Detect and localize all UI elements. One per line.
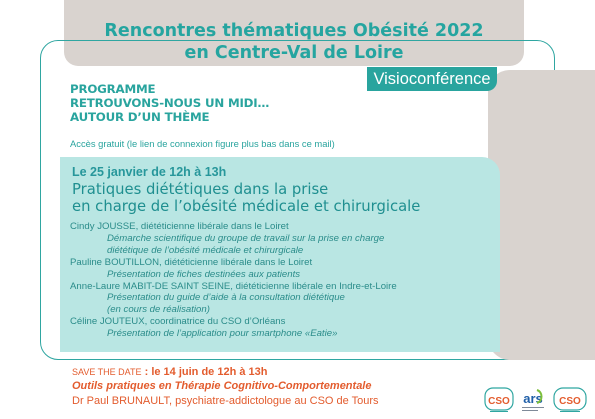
speaker-list [70, 221, 510, 340]
speaker-item [70, 221, 510, 257]
cso-logo-text: CSO [488, 396, 510, 407]
ars-logo [518, 386, 548, 414]
speaker-topic: diététique de l’obésité médicale et chirurgicale [107, 244, 304, 256]
save-the-date-title: Outils pratiques en Thérapie Cognitivo-Comportementale [72, 380, 372, 392]
speaker-topic: Présentation de fiches destinées aux patients [107, 268, 301, 280]
speaker-topic: (en cours de réalisation) [107, 304, 210, 316]
speaker-topic: Présentation de l’application pour smartphone «Eatie» [107, 328, 338, 340]
page-title [64, 20, 524, 64]
title-line-2: en Centre-Val de Loire [184, 43, 404, 63]
save-the-date-label: SAVE THE DATE [72, 367, 142, 377]
intro-line-2: RETROUVONS-NOUS UN MIDI… [70, 96, 270, 110]
speaker-topic: Présentation du guide d’aide à la consultation diététique [107, 292, 345, 304]
event-title [72, 182, 420, 215]
access-note: Accès gratuit (le lien de connexion figure plus bas dans ce mail) [70, 138, 335, 149]
speaker-name: Cindy JOUSSE, diététicienne libérale dans le Loiret [70, 221, 289, 232]
format-badge: Visioconférence [367, 67, 497, 91]
speaker-item [70, 316, 510, 340]
cso-logo-text: CSO [559, 396, 581, 407]
speaker-name: Anne-Laure MABIT-DE SAINT SEINE, diététicienne libérale en Indre-et-Loire [70, 280, 397, 292]
save-the-date-speaker: Dr Paul BRUNAULT, psychiatre-addictologue au CSO de Tours [72, 395, 379, 407]
speaker-item [70, 257, 510, 281]
intro-line-3: AUTOUR D’UN THÈME [70, 110, 210, 124]
title-line-1: Rencontres thématiques Obésité 2022 [104, 21, 484, 41]
speaker-name: Pauline BOUTILLON, diététicienne libérale dans le Loiret [70, 256, 313, 268]
ars-logo-text: ars [523, 391, 543, 406]
intro-heading [70, 82, 269, 124]
speaker-name: Céline JOUTEUX, coordinatrice du CSO d’Orléans [70, 316, 286, 328]
save-the-date [72, 366, 267, 378]
speaker-topic: Démarche scientifique du groupe de travail sur la prise en charge [107, 232, 385, 244]
save-the-date-date: : le 14 juin de 12h à 13h [144, 366, 268, 378]
event-title-line-2: en charge de l’obésité médicale et chirurgicale [72, 197, 421, 215]
intro-line-1: PROGRAMME [70, 82, 156, 96]
cso-logo [553, 386, 587, 414]
event-title-line-1: Pratiques diététiques dans la prise [72, 181, 329, 198]
cso-logo [484, 386, 514, 414]
event-date: Le 25 janvier de 12h à 13h [72, 165, 227, 179]
speaker-item [70, 281, 510, 317]
